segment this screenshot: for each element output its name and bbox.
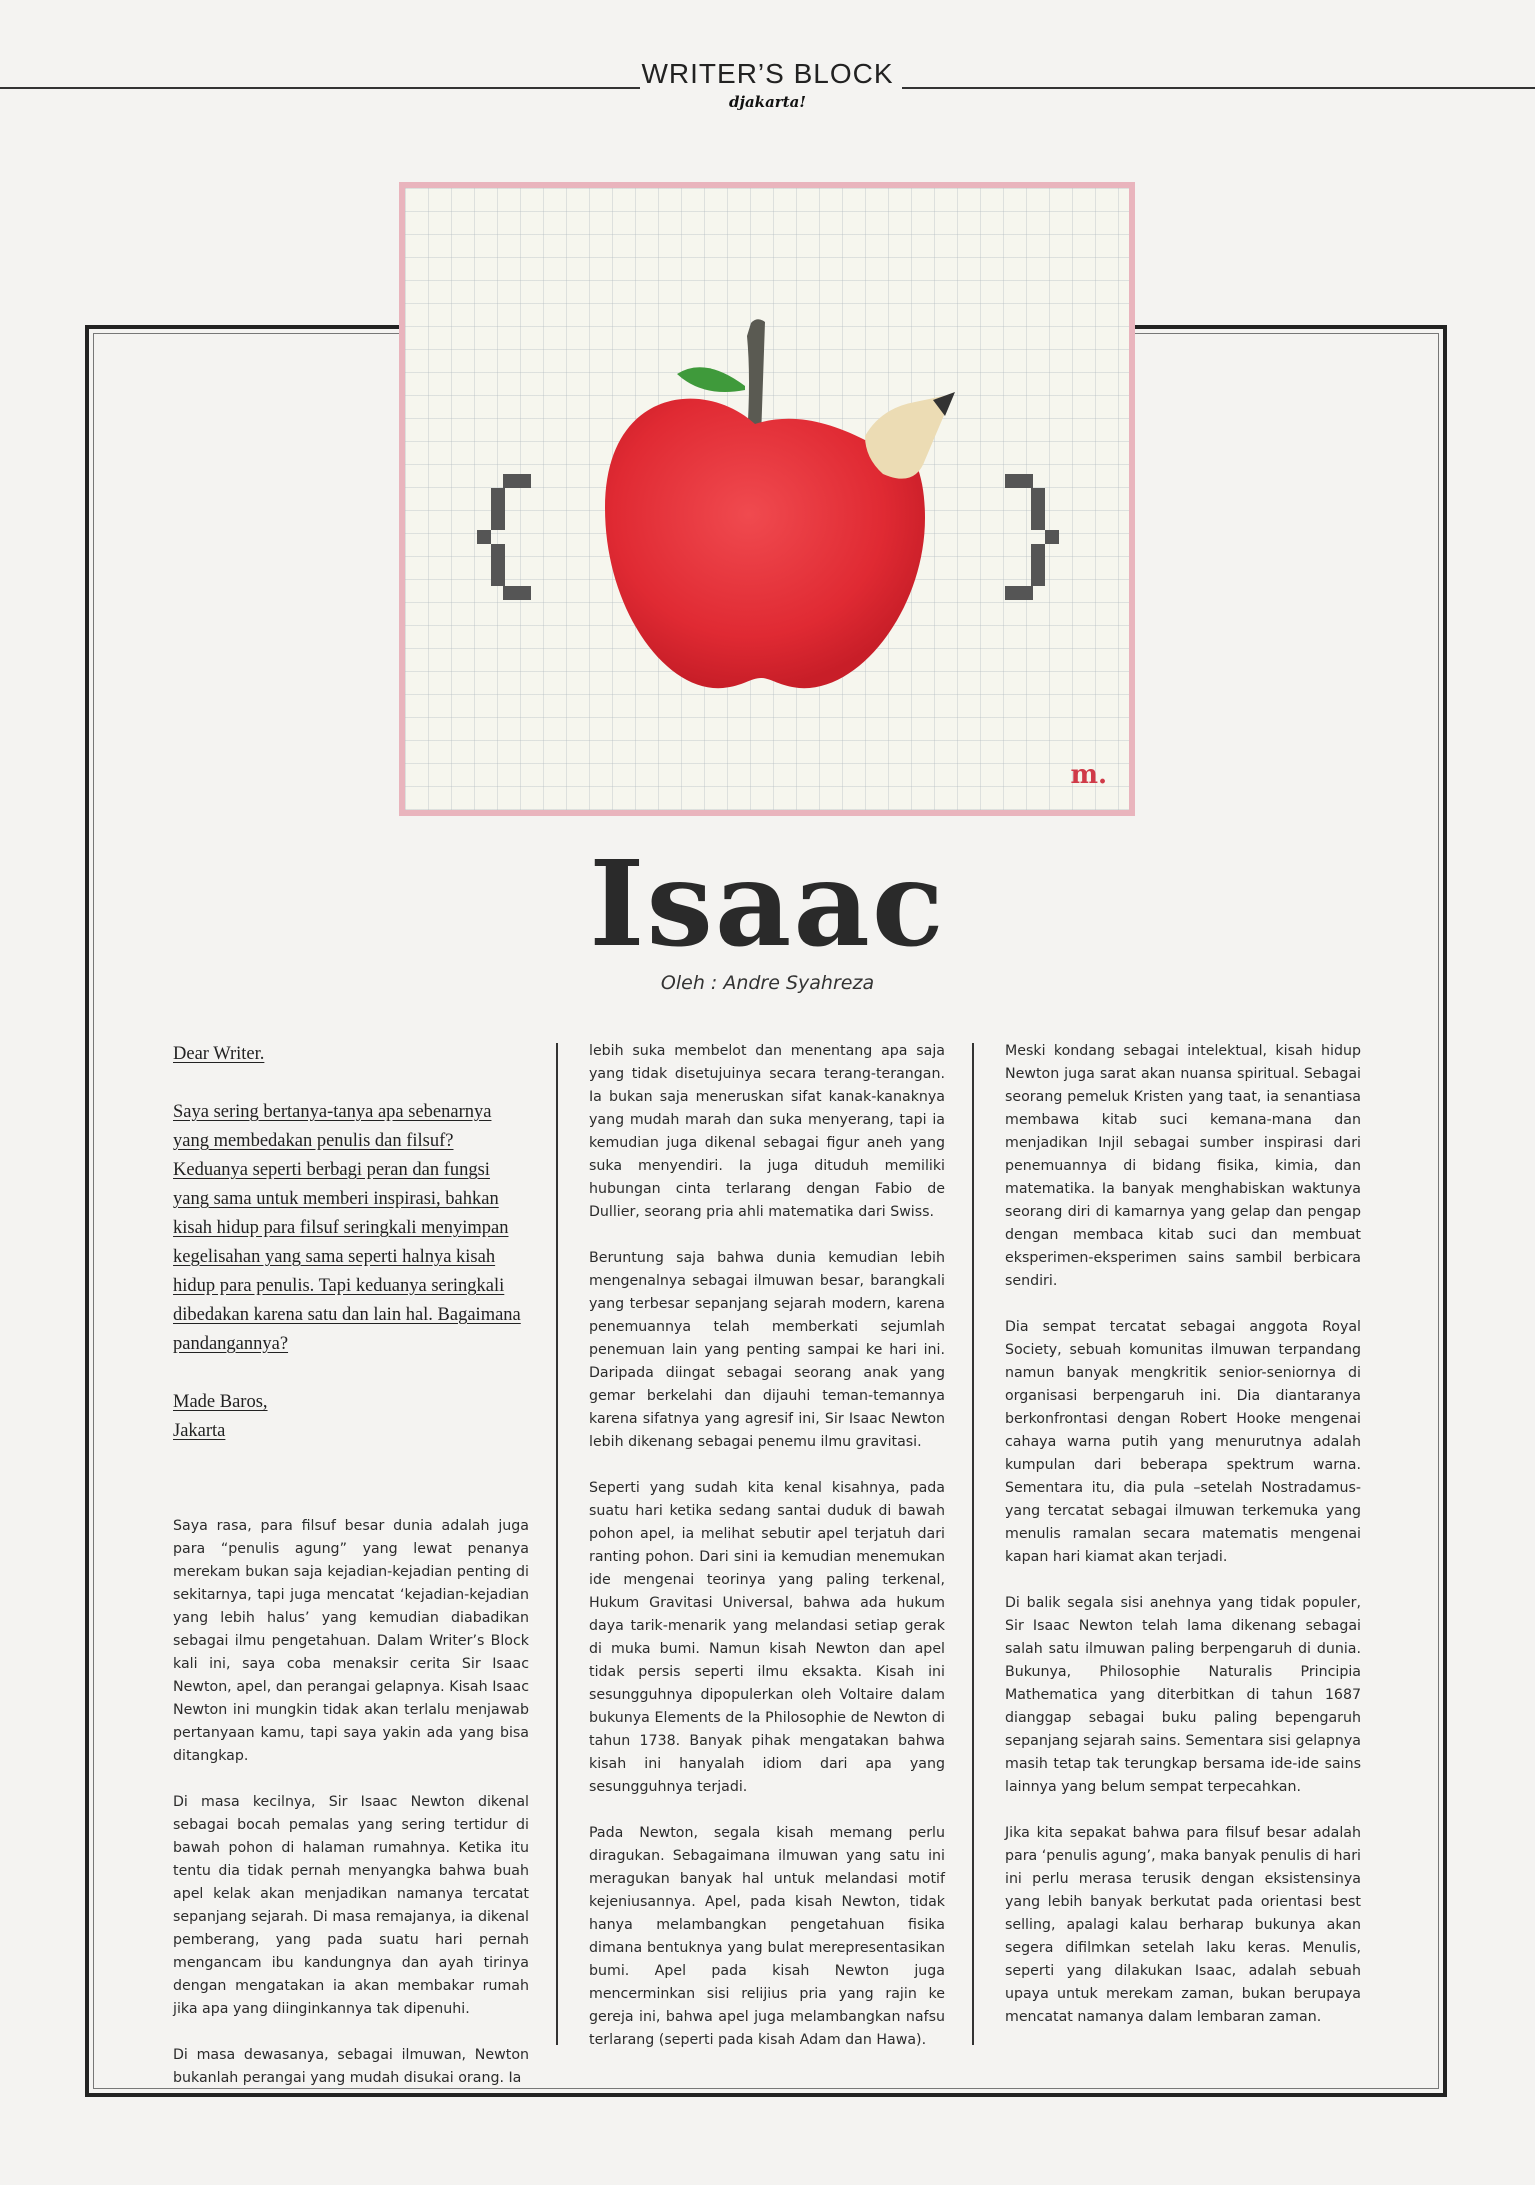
column-3 <box>1005 1040 1361 2052</box>
reader-letter <box>173 1040 529 1446</box>
paragraph: Di balik segala sisi anehnya yang tidak populer, Sir Isaac Newton telah lama dikenang sebagai salah satu ilmuwan paling berpengaruh di dunia. Bukunya, Philosophie Naturalis Principia Mathematica yang diterbitkan di tahun 1687 dianggap sebagai buku paling bepengaruh sepanjang sejarah sains. Sementara sisi gelapnya masih tetap tak terungkap bersama ide-ide sains lainnya yang belum sempat terpecahkan. <box>1005 1595 1361 1795</box>
letter-greeting: Dear Writer. <box>173 1044 265 1064</box>
column-rule-1 <box>556 1043 558 2045</box>
column-1 <box>173 1040 529 2113</box>
section-title: WRITER’S BLOCK <box>641 58 894 89</box>
apple-illustration <box>399 182 1135 816</box>
letter-body: Saya sering bertanya-tanya apa sebenarnya yang membedakan penulis dan filsuf? Keduanya seperti berbagi peran dan fungsi yang sama untuk memberi inspirasi, bahkan kisah hidup para filsuf seringkali menyimpan kegelisahan yang sama seperti halnya kisah hidup para penulis. Tapi keduanya seringkali dibedakan karena satu dan lain hal. Bagaimana pandangannya? <box>173 1102 521 1354</box>
apple-graphic <box>405 188 1129 810</box>
paragraph: Di masa kecilnya, Sir Isaac Newton dikenal sebagai bocah pemalas yang sering tertidur di bawah pohon di halaman rumahnya. Ketika itu tentu dia tidak pernah menyangka bahwa buah apel kelak akan menjadikan namanya tercatat sepanjang sejarah. Di masa remajanya, ia dikenal pemberang, yang pada suatu hari pernah mengancam ibu kandungnya dan ayah tirinya dengan mengatakan ia akan membakar rumah jika apa yang diinginkannya tak dipenuhi. <box>173 1794 529 2017</box>
column-rule-2 <box>972 1043 974 2045</box>
paragraph: Beruntung saja bahwa dunia kemudian lebih mengenalnya sebagai ilmuwan besar, barangkali yang terbesar sepanjang sejarah modern, karena penemuannya telah memberkati sejumlah penemuan lain yang penting sampai ke hari ini. Daripada diingat sebagai seorang anak yang gemar berkelahi dan dijauhi teman-temannya karena sifatnya yang agresif ini, Sir Isaac Newton lebih dikenang sebagai penemu ilmu gravitasi. <box>589 1250 945 1450</box>
letter-signature-city: Jakarta <box>173 1421 226 1441</box>
leaf-icon <box>677 367 745 392</box>
right-brace-icon <box>1005 474 1059 600</box>
publication-logo: djakarta! <box>729 93 806 111</box>
paragraph: Di masa dewasanya, sebagai ilmuwan, Newton bukanlah perangai yang mudah disukai orang. Ia <box>173 2047 529 2086</box>
letter-signature-name: Made Baros, <box>173 1392 268 1412</box>
paragraph: Jika kita sepakat bahwa para filsuf besar adalah para ‘penulis agung’, maka banyak penulis di hari ini perlu merasa terusik dengan eksistensinya yang lebih banyak berkutat pada orientasi best selling, apalagi kalau berharap bukunya akan segera difilmkan setelah laku keras. Menulis, seperti yang dilakukan Isaac, adalah sebuah upaya untuk merekam zaman, bukan berupaya mencatat namanya dalam lembaran zaman. <box>1005 1825 1361 2025</box>
paragraph: Saya rasa, para filsuf besar dunia adalah juga para “penulis agung” yang lewat penanya merekam bukan saja kejadian-kejadian penting di sekitarnya, tapi juga mencatat ‘kejadian-kejadian yang lebih halus’ yang kemudian diabadikan sebagai ilmu pengetahuan. Dalam Writer’s Block kali ini, saya coba menaksir cerita Sir Isaac Newton, apel, dan perangai gelapnya. Kisah Isaac Newton ini mungkin tidak akan terlalu menjawab pertanyaan kamu, tapi saya yakin ada yang bisa ditangkap. <box>173 1518 529 1764</box>
letter-signature <box>173 1388 529 1446</box>
paragraph: Dia sempat tercatat sebagai anggota Royal Society, sebuah komunitas ilmuwan terpandang namun banyak mengkritik senior-seniornya di organisasi berpengaruh ini. Dia diantaranya berkonfrontasi dengan Robert Hooke mengenai cahaya warna putih yang menurutnya adalah kumpulan dari beberapa spektrum warna. Sementara itu, dia pula –setelah Nostradamus- yang tercatat sebagai ilmuwan terkemuka yang menulis ramalan secara matematis mengenai kapan hari kiamat akan terjadi. <box>1005 1319 1361 1565</box>
paragraph: Meski kondang sebagai intelektual, kisah hidup Newton juga sarat akan nuansa spiritual. Sebagai seorang pemeluk Kristen yang taat, ia senantiasa membawa kitab suci kemana-mana dan menjadikan Injil sebagai sumber inspirasi dari penemuannya di bidang fisika, kimia, dan matematika. Ia banyak menghabiskan waktunya seorang diri di kamarnya yang gelap dan pengap dengan membaca kitab suci dan membuat eksperimen-eksperimen sains sambil berbicara sendiri. <box>1005 1043 1361 1289</box>
paragraph: lebih suka membelot dan menentang apa saja yang tidak disetujuinya secara terang-terangan. Ia bukan saja meneruskan sifat kanak-kanaknya yang mudah marah dan suka menyerang, tapi ia kemudian juga dikenal sebagai figur aneh yang suka menyendiri. Ia juga dituduh memiliki hubungan cinta terlarang dengan Fabio de Dullier, seorang pria ahli matematika dari Swiss. <box>589 1043 945 1220</box>
column-2 <box>589 1040 945 2075</box>
paragraph: Pada Newton, segala kisah memang perlu diragukan. Sebagaimana ilmuwan yang satu ini meragukan banyak hal untuk melandasi motif kejeniusannya. Apel, pada kisah Newton, tidak hanya melambangkan pengetahuan fisika dimana bentuknya yang bulat merepresentasikan bumi. Apel pada kisah Newton juga mencerminkan sisi relijius pria yang rajin ke gereja ini, bahwa apel juga melambangkan nafsu terlarang (seperti pada kisah Adam dan Hawa). <box>589 1825 945 2048</box>
left-brace-icon <box>477 474 531 600</box>
illustrator-mark: m. <box>1070 760 1107 790</box>
article-title: Isaac <box>589 834 946 973</box>
article-byline: Oleh : Andre Syahreza <box>660 972 875 994</box>
paragraph: Seperti yang sudah kita kenal kisahnya, pada suatu hari ketika sedang santai duduk di bawah pohon apel, ia melihat sebutir apel terjatuh dari ranting pohon. Dari sini ia kemudian menemukan ide mengenai teorinya yang paling terkenal, Hukum Gravitasi Universal, bahwa ada hukum daya tarik-menarik yang melandasi setiap gerak di muka bumi. Namun kisah Newton dan apel tidak persis seperti ilmu eksakta. Kisah ini sesungguhnya dipopulerkan oleh Voltaire dalam bukunya Elements de la Philosophie de Newton di tahun 1738. Banyak pihak mengatakan bahwa kisah ini hanyalah idiom dari apa yang sesungguhnya terjadi. <box>589 1480 945 1795</box>
